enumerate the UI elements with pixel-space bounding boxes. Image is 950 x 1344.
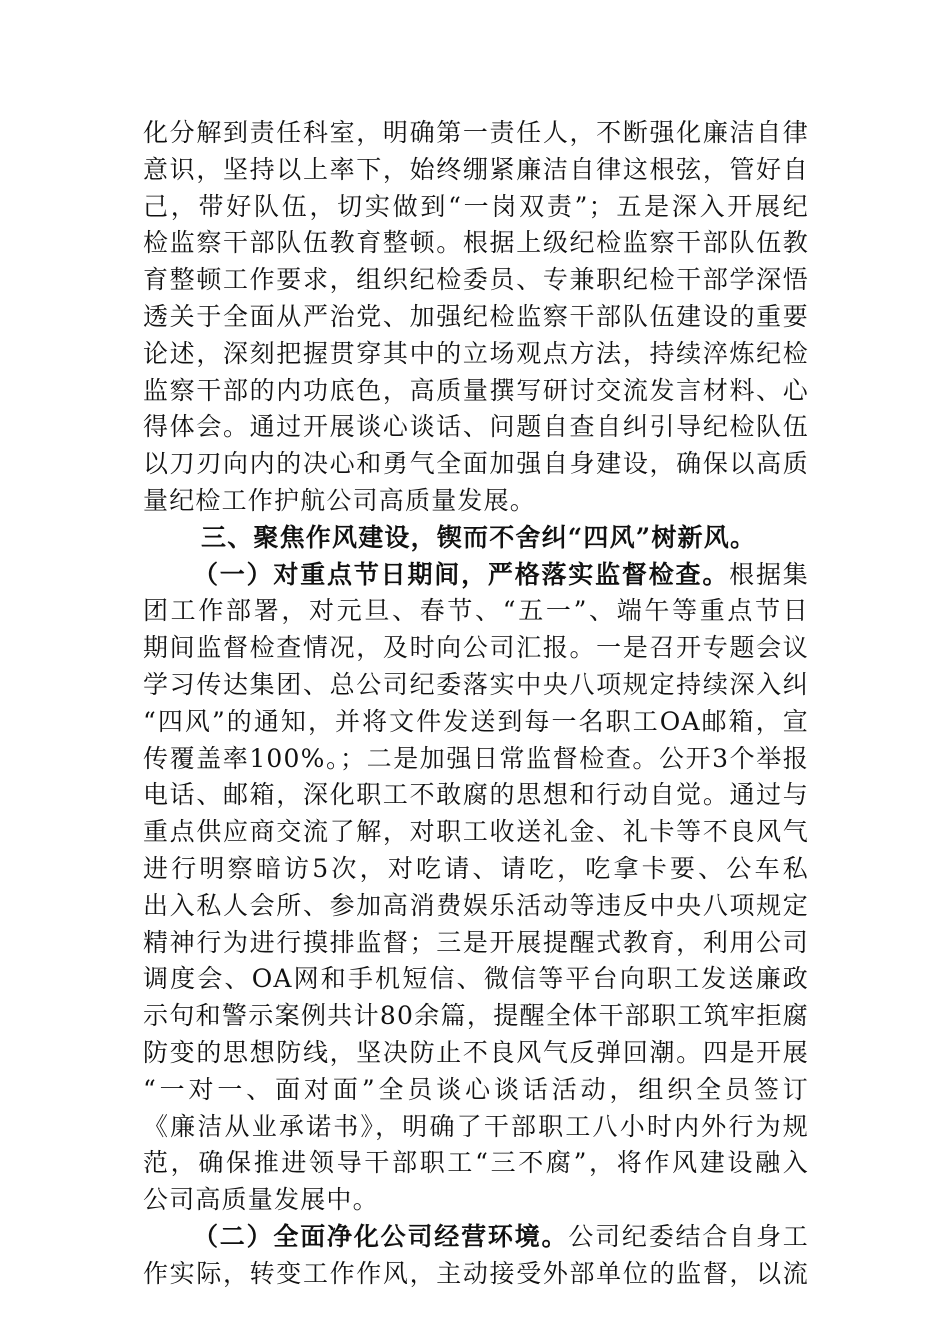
paragraph-line: 透关于全面从严治党、加强纪检监察干部队伍建设的重要 [143, 301, 809, 331]
paragraph-line: 传覆盖率100%。；二是加强日常监督检查。公开3个举报 [143, 743, 809, 773]
paragraph-line: 以刀刃向内的决心和勇气全面加强自身建设，确保以高质 [143, 449, 809, 479]
paragraph-line: 《廉洁从业承诺书》，明确了干部职工八小时内外行为规 [143, 1111, 809, 1141]
paragraph-line: 监察干部的内功底色，高质量撰写研讨交流发言材料、心 [143, 375, 809, 405]
paragraph-line: 检监察干部队伍教育整顿。根据上级纪检监察干部队伍教 [143, 228, 809, 258]
section-heading: 三、聚焦作风建设，锲而不舍纠“四风”树新风。 [201, 522, 757, 552]
paragraph-line: “一对一、面对面”全员谈心谈话活动，组织全员签订 [143, 1074, 809, 1104]
paragraph-line: 出入私人会所、参加高消费娱乐活动等违反中央八项规定 [143, 890, 809, 920]
paragraph-line: 调度会、OA网和手机短信、微信等平台向职工发送廉政 [143, 964, 809, 994]
paragraph-line: 示句和警示案例共计80余篇，提醒全体干部职工筑牢拒腐 [143, 1001, 809, 1031]
paragraph-line: “四风”的通知，并将文件发送到每一名职工OA邮箱，宣 [143, 706, 809, 736]
paragraph-line: 学习传达集团、总公司纪委落实中央八项规定持续深入纠 [143, 669, 809, 699]
paragraph-line: 意识，坚持以上率下，始终绷紧廉洁自律这根弦，管好自 [143, 154, 809, 184]
paragraph-line: 进行明察暗访5次，对吃请、请吃，吃拿卡要、公车私 [143, 853, 809, 883]
paragraph-line: 化分解到责任科室，明确第一责任人，不断强化廉洁自律 [143, 118, 809, 147]
paragraph-line: 电话、邮箱，深化职工不敢腐的思想和行动自觉。通过与 [143, 780, 809, 810]
document-body [143, 115, 809, 1293]
paragraph-line: 精神行为进行摸排监督；三是开展提醒式教育，利用公司 [143, 927, 809, 957]
subsection-first-line [143, 1219, 809, 1256]
paragraph-line: 重点供应商交流了解，对职工收送礼金、礼卡等不良风气 [143, 817, 809, 847]
paragraph-line: 量纪检工作护航公司高质量发展。 [143, 485, 537, 515]
subsection-title: （二）全面净化公司经营环境。 [193, 1221, 569, 1251]
subsection-first-line [143, 557, 809, 594]
subsection-title: （一）对重点节日期间，严格落实监督检查。 [193, 559, 730, 589]
paragraph-line: 公司高质量发展中。 [143, 1185, 379, 1215]
paragraph-line: 团工作部署，对元旦、春节、“五一”、端午等重点节日 [143, 596, 809, 626]
paragraph-line: 作实际，转变工作作风，主动接受外部单位的监督，以流 [143, 1258, 809, 1288]
subsection-text: 根据集 [729, 559, 809, 589]
paragraph-line: 得体会。通过开展谈心谈话、问题自查自纠引导纪检队伍 [143, 412, 809, 442]
subsection-text: 公司纪委结合自身工 [568, 1221, 809, 1251]
paragraph-line: 范，确保推进领导干部职工“三不腐”，将作风建设融入 [143, 1148, 809, 1178]
paragraph-line: 论述，深刻把握贯穿其中的立场观点方法，持续淬炼纪检 [143, 338, 809, 368]
paragraph-line: 育整顿工作要求，组织纪检委员、专兼职纪检干部学深悟 [143, 265, 809, 295]
paragraph-line: 期间监督检查情况，及时向公司汇报。一是召开专题会议 [143, 633, 809, 663]
paragraph-line: 己，带好队伍，切实做到“一岗双责”；五是深入开展纪 [143, 191, 809, 221]
paragraph-line: 防变的思想防线，坚决防止不良风气反弹回潮。四是开展 [143, 1037, 809, 1067]
